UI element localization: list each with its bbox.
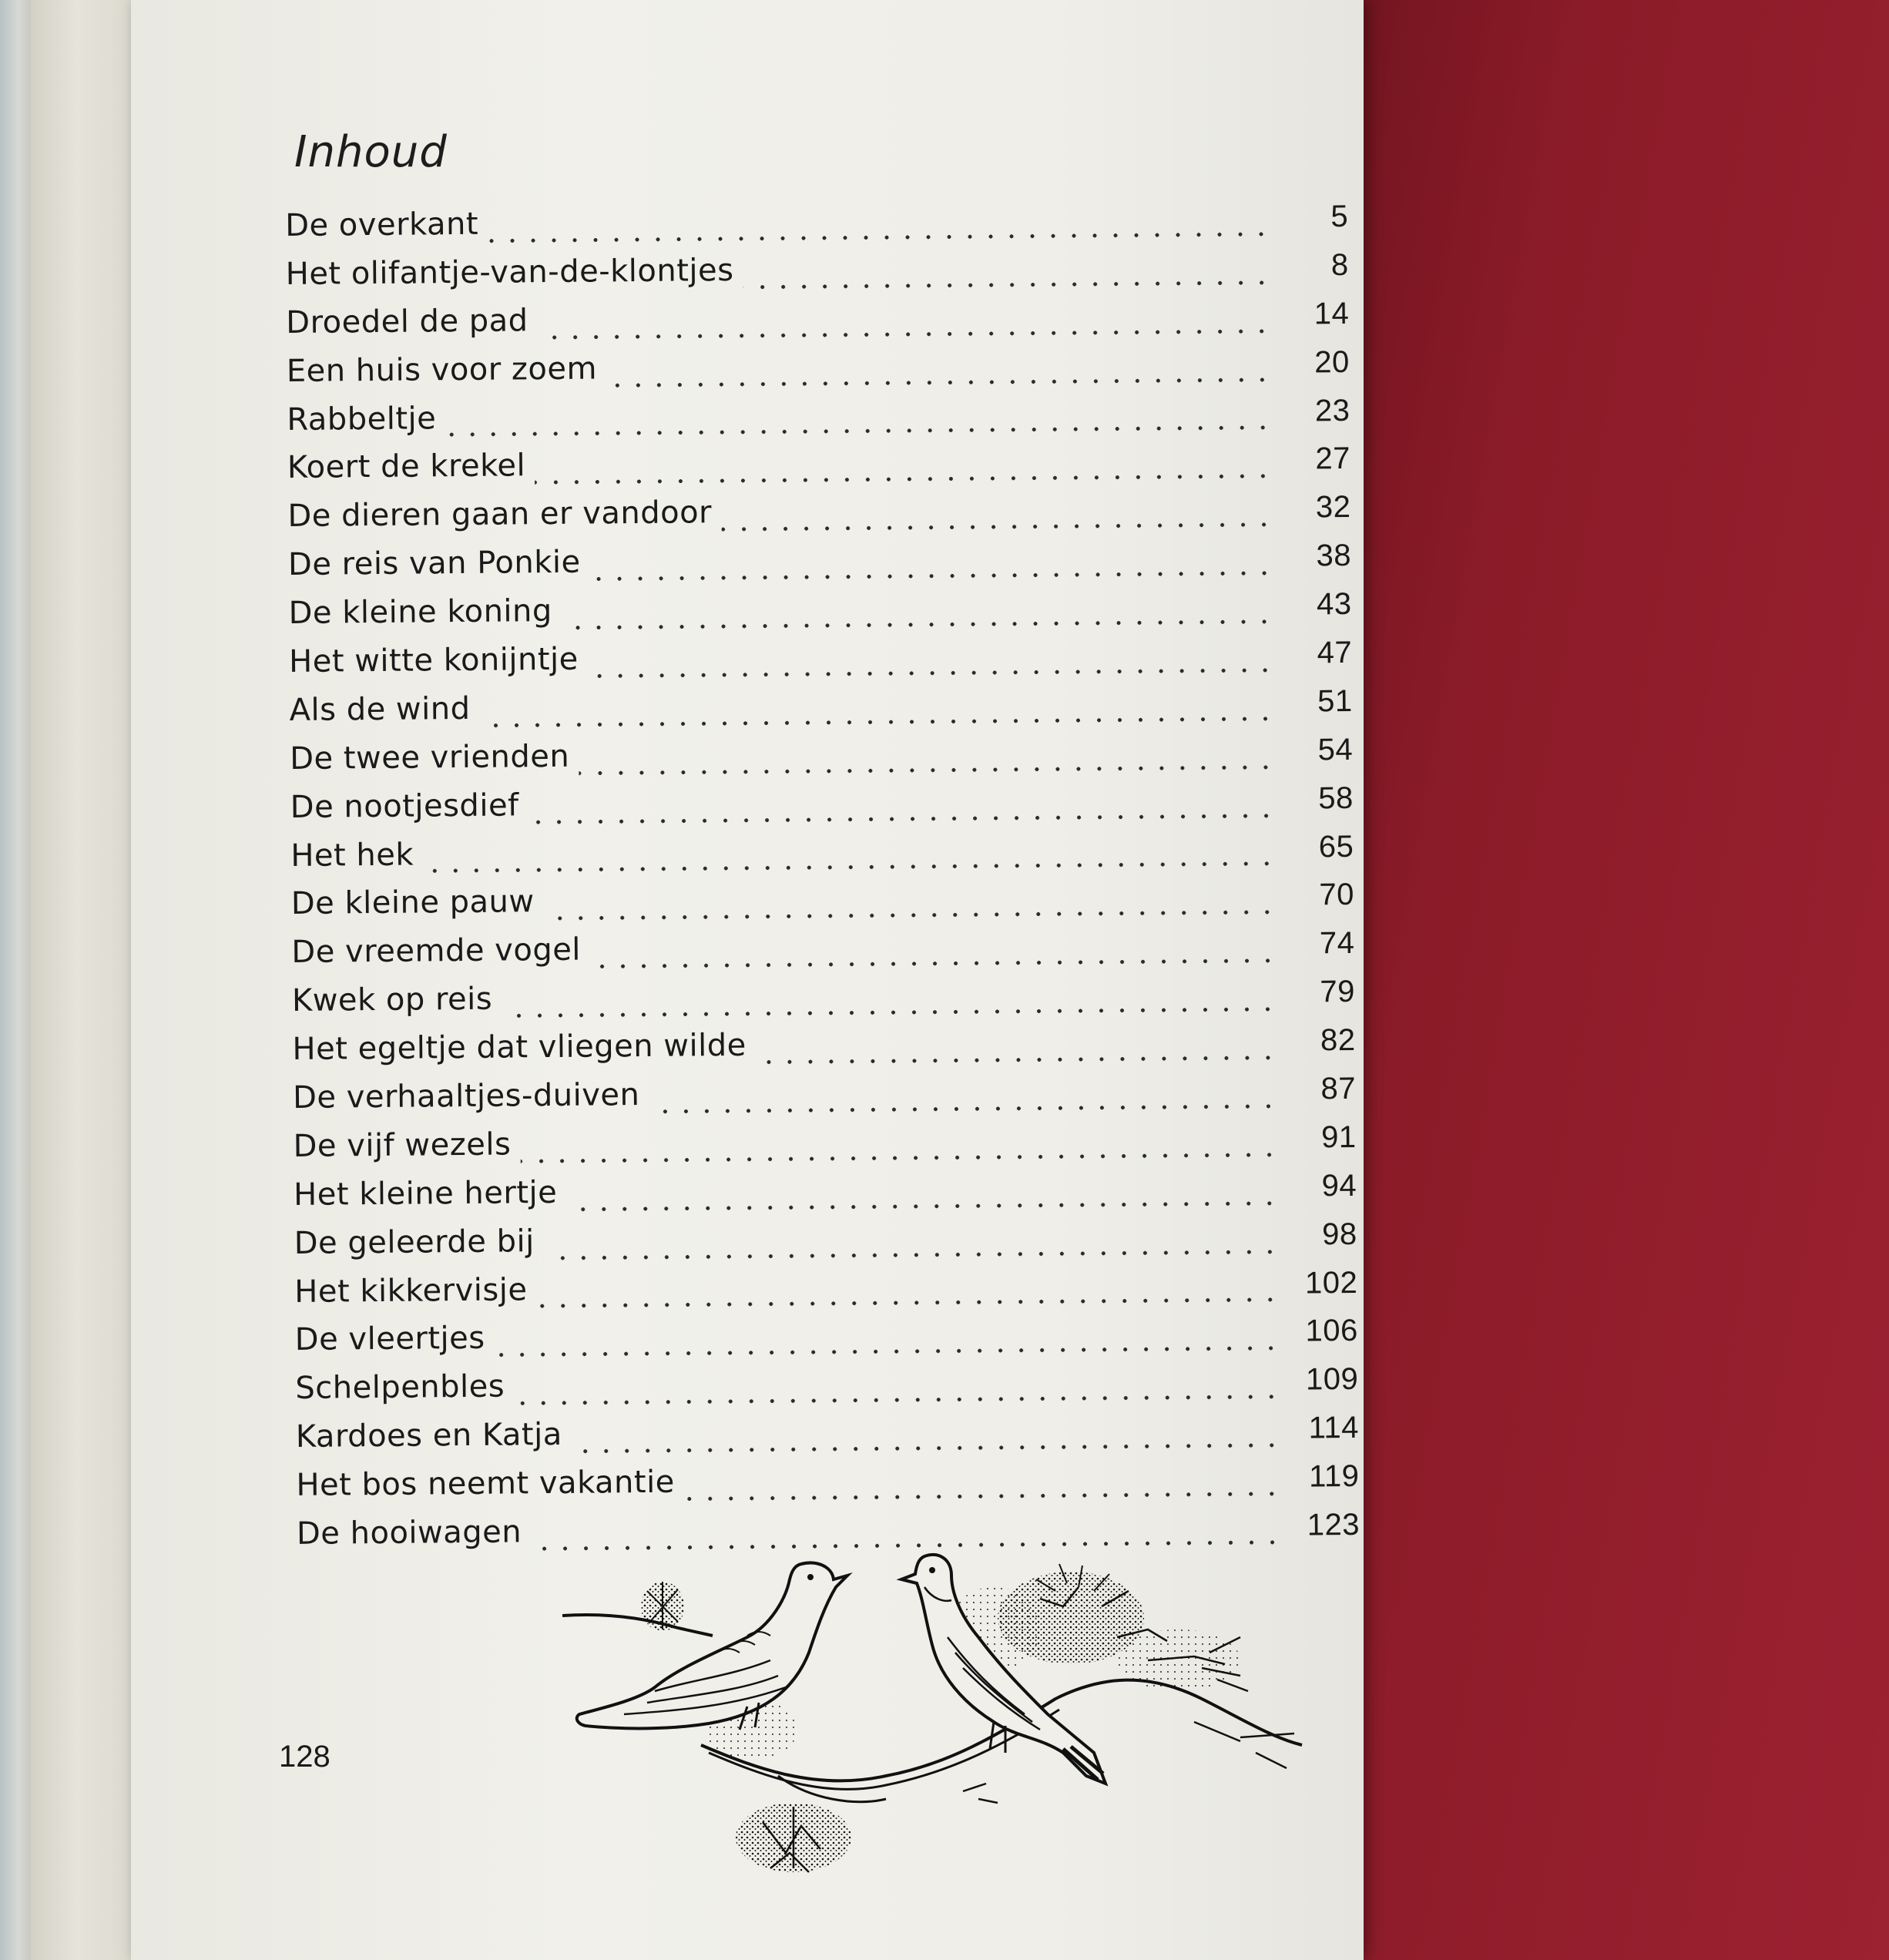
toc-entry (296, 1458, 1359, 1516)
table-of-contents (285, 199, 1360, 1556)
dot-leader (606, 376, 1273, 388)
toc-entry (290, 829, 1354, 887)
toc-entry-title: Als de wind (289, 690, 471, 728)
dot-leader (544, 909, 1277, 921)
toc-entry-title: De hooiwagen (296, 1514, 522, 1552)
toc-entry-title: Het kikkervisje (294, 1271, 528, 1310)
toc-entry-title: De overkant (285, 206, 479, 243)
toc-entry-page: 65 (1318, 829, 1354, 864)
book-cover-edge (0, 0, 31, 1960)
toc-entry-title: Droedel de pad (286, 303, 528, 341)
toc-entry (287, 441, 1350, 498)
dot-leader (495, 1345, 1281, 1358)
book-page (131, 0, 1364, 1960)
toc-entry-title: Kardoes en Katja (295, 1417, 562, 1455)
dot-leader (562, 619, 1275, 631)
dot-leader (579, 764, 1276, 776)
toc-entry-title: De nootjesdief (290, 787, 519, 825)
toc-entry-title: De twee vrienden (290, 738, 570, 777)
two-doves-illustration (562, 1545, 1325, 1884)
dot-leader (514, 1394, 1281, 1407)
toc-entry-page: 74 (1319, 926, 1355, 961)
toc-entry (290, 780, 1354, 838)
toc-entry-page: 43 (1316, 587, 1352, 622)
toc-entry (295, 1313, 1358, 1371)
toc-entry-page: 82 (1320, 1023, 1356, 1058)
toc-entry (294, 1217, 1357, 1274)
toc-entry (287, 393, 1350, 451)
dot-leader (535, 473, 1273, 485)
dot-leader (649, 1103, 1280, 1115)
toc-entry (290, 732, 1353, 790)
toc-entry-page: 14 (1314, 296, 1350, 331)
dot-leader (721, 522, 1273, 532)
toc-entry (287, 489, 1350, 547)
dot-leader (588, 667, 1275, 680)
left-dove (577, 1563, 847, 1730)
toc-entry-title: De vreemde vogel (291, 932, 582, 971)
toc-entry (291, 877, 1354, 935)
toc-entry-page: 5 (1330, 199, 1349, 234)
dot-leader (566, 1200, 1280, 1212)
toc-entry-title: De verhaaltjes-duiven (292, 1077, 640, 1116)
toc-entry-title: De geleerde bij (294, 1223, 535, 1261)
dot-leader (756, 1055, 1279, 1066)
toc-entry-title: Het bos neemt vakantie (296, 1464, 676, 1504)
dot-leader (502, 1006, 1278, 1019)
toc-entry-page: 51 (1317, 683, 1353, 719)
dot-leader (488, 231, 1271, 244)
toc-entry-page: 47 (1317, 635, 1353, 670)
dot-leader (538, 327, 1273, 340)
page-number: 128 (279, 1740, 330, 1774)
dot-leader (537, 1297, 1281, 1309)
page-stack-edge (31, 0, 133, 1960)
toc-entry (288, 586, 1351, 644)
toc-entry-title: De dieren gaan er vandoor (287, 495, 713, 535)
toc-entry (295, 1361, 1358, 1419)
dot-leader (590, 958, 1278, 970)
toc-entry (288, 538, 1351, 596)
toc-entry-page: 123 (1307, 1507, 1361, 1542)
dot-leader (590, 570, 1274, 582)
toc-entry (296, 1410, 1359, 1468)
toc-entry-title: Het kleine hertje (293, 1174, 558, 1213)
toc-entry-title: Een huis voor zoem (286, 351, 598, 389)
toc-entry-title: Het egeltje dat vliegen wilde (292, 1027, 747, 1068)
toc-entry-page: 27 (1315, 441, 1351, 476)
toc-entry-page: 38 (1316, 539, 1352, 573)
toc-entry-title: De kleine koning (288, 593, 552, 632)
dot-leader (684, 1491, 1283, 1502)
dot-leader (480, 716, 1276, 729)
toc-entry-page: 70 (1319, 878, 1355, 912)
toc-entry-page: 8 (1330, 247, 1349, 283)
toc-entry-page: 54 (1317, 732, 1354, 767)
toc-entry-title: Schelpenbles (295, 1368, 505, 1407)
toc-entry-page: 32 (1315, 490, 1351, 525)
toc-entry-title: Koert de krekel (287, 448, 526, 486)
dot-leader (544, 1248, 1280, 1260)
toc-entry (293, 1119, 1356, 1177)
toc-entry-page: 114 (1308, 1411, 1360, 1445)
dot-leader (423, 861, 1277, 874)
toc-entry (289, 683, 1352, 741)
toc-entry-title: De kleine pauw (290, 884, 535, 922)
toc-entry-page: 23 (1314, 393, 1350, 428)
foliage-bottom (705, 1699, 851, 1872)
toc-entry-page: 20 (1314, 344, 1350, 380)
toc-entry-title: Rabbeltje (287, 400, 437, 438)
toc-entry-page: 91 (1320, 1119, 1357, 1155)
toc-entry-title: Het olifantje-van-de-klontjes (285, 252, 734, 292)
toc-entry-title: De vleertjes (294, 1321, 485, 1358)
toc-entry (285, 199, 1348, 257)
toc-entry-title: Kwek op reis (291, 981, 493, 1019)
dot-leader (445, 425, 1273, 438)
toc-entry (294, 1168, 1357, 1226)
toc-entry-page: 79 (1320, 975, 1356, 1009)
toc-entry-page: 109 (1305, 1362, 1359, 1397)
dot-leader (743, 280, 1272, 290)
dot-leader (528, 812, 1277, 824)
toc-entry-page: 102 (1304, 1265, 1358, 1301)
toc-entry-page: 94 (1321, 1168, 1357, 1203)
dot-leader (572, 1442, 1282, 1455)
page-title: Inhoud (294, 127, 448, 177)
toc-entry-page: 87 (1320, 1071, 1357, 1106)
toc-entry-page: 98 (1321, 1217, 1357, 1252)
toc-entry (286, 247, 1349, 305)
dot-leader (520, 1152, 1279, 1165)
toc-entry-page: 58 (1318, 780, 1354, 816)
toc-entry-title: Het hek (290, 837, 414, 874)
toc-entry-title: Het witte konijntje (288, 641, 579, 680)
toc-entry (292, 1022, 1355, 1080)
toc-entry-page: 106 (1305, 1314, 1358, 1348)
toc-entry-title: De reis van Ponkie (287, 544, 581, 583)
toc-entry-title: De vijf wezels (293, 1126, 512, 1164)
toc-entry-page: 119 (1308, 1459, 1360, 1494)
toc-entry (293, 1071, 1356, 1129)
red-backdrop (1310, 0, 1889, 1960)
